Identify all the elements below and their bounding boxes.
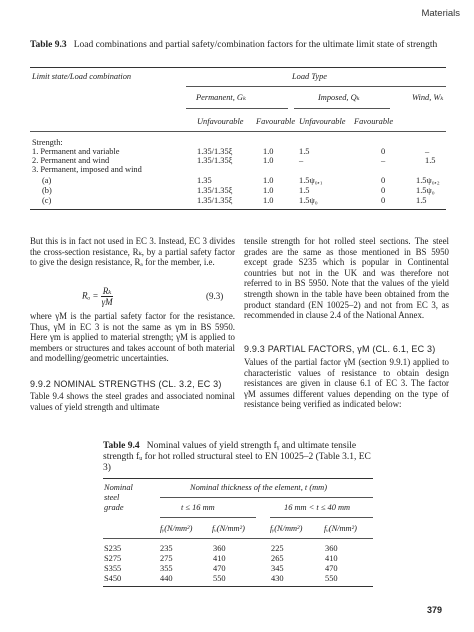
page-number: 379 <box>427 605 443 615</box>
fu1-cell: 410 <box>213 554 226 563</box>
row-label: 3. Permanent, imposed and wind <box>32 165 142 174</box>
sub-fu-1: fᵤ(N/mm²) <box>212 524 245 533</box>
sub-favourable-2: Favourable <box>354 117 394 126</box>
table-9-4-bottom-rule <box>103 586 373 587</box>
permanent-rule <box>186 108 288 109</box>
range-2: 16 mm < t ≤ 40 mm <box>284 503 351 512</box>
table-9-4-caption <box>103 441 371 474</box>
table-9-3-caption <box>30 40 450 51</box>
cell-imp-fav: – <box>381 156 386 165</box>
equation-fraction <box>101 286 114 307</box>
cell-perm-fav: 1.0 <box>263 186 274 195</box>
paragraph-text: Table 9.4 shows the steel grades and associated nominal values of yield strength and ultimate <box>30 391 235 412</box>
grade-cell: S355 <box>104 564 122 573</box>
equation-denominator: γM <box>101 297 113 307</box>
thickness-rule <box>160 497 373 498</box>
range-2-rule <box>270 517 373 518</box>
col-grade-line-2: steel <box>104 493 120 502</box>
cell-perm-fav: 1.0 <box>263 176 274 185</box>
cell-perm-fav: 1.0 <box>263 147 274 156</box>
table-9-4-header-bottom-rule <box>103 538 373 539</box>
table-9-4-top-rule <box>103 478 373 479</box>
sub-fy-2: fᵧ(N/mm²) <box>270 524 303 533</box>
cell-perm-unfav: 1.35/1.35ξ <box>197 186 233 195</box>
equation-lhs: Rₐ = <box>82 290 99 301</box>
fy1-cell: 440 <box>160 574 173 583</box>
col-permanent: Permanent, Gₖ <box>196 93 247 102</box>
cell-imp-fav: 0 <box>381 147 386 156</box>
equation-9-3 <box>82 286 113 307</box>
paragraph-text: Values of the partial factor γM (section 9.9.1) applied to characteristic values of resistance to obtain design resistances are given in clause 6.1 of EC 3. The factor γM assumes different values depending on the type of resistance being verified as indicated below: <box>244 357 449 410</box>
fy2-cell: 345 <box>271 564 284 573</box>
header-bottom-rule <box>30 131 446 132</box>
fu2-cell: 470 <box>325 564 338 573</box>
right-paragraph-1 <box>244 236 449 321</box>
row-label: (b) <box>42 186 52 195</box>
paragraph-text: where γM is the partial safety factor for the resistance. Thus, γM in EC 3 is not the same as γm in BS 5950. Here γm is applied to material strength; γM is applied to members or structures and takes account of both material and modelling/geometric uncertainties. <box>30 311 235 364</box>
col-wind: Wind, Wₖ <box>412 93 444 102</box>
cell-perm-fav: 1.0 <box>263 156 274 165</box>
grade-cell: S275 <box>104 554 122 563</box>
equation-numerator: Rₖ <box>102 286 112 296</box>
cell-perm-unfav: 1.35/1.35ξ <box>197 196 233 205</box>
fu1-cell: 360 <box>213 544 226 553</box>
cell-imp-fav: 0 <box>381 186 386 195</box>
caption-label: Table 9.3 <box>30 40 67 50</box>
table-9-3-top-rule <box>30 67 446 68</box>
cell-imp-unfav: 1.5ψ₀ <box>299 196 318 205</box>
cell-perm-unfav: 1.35 <box>197 176 212 185</box>
col-imposed: Imposed, Qₖ <box>318 93 360 102</box>
sub-unfavourable-2: Unfavourable <box>299 117 346 126</box>
range-1-rule <box>160 517 256 518</box>
row-label: (c) <box>42 196 52 205</box>
fu1-cell: 550 <box>213 574 226 583</box>
caption-text: Nominal values of yield strength fᵧ and ultimate tensile strength fᵤ for hot rolled structural steel to EN 10025–2 (Table 3.1, EC 3) <box>103 441 371 473</box>
cell-wind: 1.5 <box>416 196 427 205</box>
fu2-cell: 360 <box>325 544 338 553</box>
cell-wind: – <box>425 147 430 156</box>
cell-imp-unfav: 1.5 <box>299 186 310 195</box>
col-grade-line-3: grade <box>104 503 124 512</box>
paragraph-text: tensile strength for hot rolled steel sections. The steel grades are the same as those mentioned in BS 5950 except grade S235 which is popular in Continental countries but not in the UK and was therefore not referred to in BS 5950. Note that the values of the yield strength shown in the table have been obtained from the product standard (EN 10025–2) and not from EC 3, as recommended in clause 2.4 of the National Annex. <box>244 236 449 321</box>
grade-cell: S450 <box>104 574 122 583</box>
caption-label: Table 9.4 <box>103 441 140 451</box>
cell-imp-fav: 0 <box>381 176 386 185</box>
equation-number: (9.3) <box>206 291 224 301</box>
left-paragraph-1 <box>30 236 235 268</box>
row-label: 2. Permanent and wind <box>32 156 110 165</box>
imposed-rule <box>294 108 390 109</box>
cell-perm-unfav: 1.35/1.35ξ <box>197 156 233 165</box>
cell-wind: 1.5ψ₀ <box>416 186 435 195</box>
section-heading-9-9-2: 9.9.2 NOMINAL STRENGTHS (CL. 3.2, EC 3) <box>30 379 222 389</box>
table-9-3-bottom-rule <box>30 209 446 210</box>
cell-wind: 1.5ψ₀,₂ <box>416 176 440 185</box>
row-label: 1. Permanent and variable <box>32 147 120 156</box>
strength-label: Strength: <box>32 138 63 147</box>
col-limit-state: Limit state/Load combination <box>32 72 132 81</box>
col-thickness: Nominal thickness of the element, t (mm) <box>190 483 327 492</box>
row-label: (a) <box>42 176 52 185</box>
fu2-cell: 410 <box>325 554 338 563</box>
paragraph-text: But this is in fact not used in EC 3. Instead, EC 3 divides the cross-section resistance, Rₖ, by a partial safety factor to give the design resistance, Rₐ for the member, i.e. <box>30 236 235 268</box>
left-paragraph-3 <box>30 391 235 412</box>
left-paragraph-2 <box>30 311 235 364</box>
cell-wind: 1.5 <box>425 156 436 165</box>
cell-imp-unfav: – <box>299 156 304 165</box>
right-paragraph-2 <box>244 357 449 410</box>
fu2-cell: 550 <box>325 574 338 583</box>
sub-favourable-1: Favourable <box>256 117 296 126</box>
col-grade-line-1: Nominal <box>104 483 133 492</box>
cell-imp-unfav: 1.5ψ₀,₁ <box>299 176 323 185</box>
cell-imp-unfav: 1.5 <box>299 147 310 156</box>
cell-perm-unfav: 1.35/1.35ξ <box>197 147 233 156</box>
cell-imp-fav: 0 <box>381 196 386 205</box>
range-1: t ≤ 16 mm <box>181 503 215 512</box>
col-load-type: Load Type <box>292 72 327 81</box>
caption-text: Load combinations and partial safety/combination factors for the ultimate limit state of strength <box>73 40 438 50</box>
grade-cell: S235 <box>104 544 122 553</box>
fy2-cell: 225 <box>271 544 284 553</box>
load-type-rule <box>186 86 446 87</box>
fy1-cell: 355 <box>160 564 173 573</box>
section-heading-9-9-3: 9.9.3 PARTIAL FACTORS, γM (CL. 6.1, EC 3) <box>244 344 436 354</box>
fy2-cell: 430 <box>271 574 284 583</box>
fy2-cell: 265 <box>271 554 284 563</box>
fu1-cell: 470 <box>213 564 226 573</box>
fy1-cell: 275 <box>160 554 173 563</box>
fy1-cell: 235 <box>160 544 173 553</box>
sub-unfavourable-1: Unfavourable <box>197 117 244 126</box>
sub-fu-2: fᵤ(N/mm²) <box>324 524 357 533</box>
sub-fy-1: fᵧ(N/mm²) <box>160 524 193 533</box>
running-header: Materials <box>421 8 460 19</box>
cell-perm-fav: 1.0 <box>263 196 274 205</box>
